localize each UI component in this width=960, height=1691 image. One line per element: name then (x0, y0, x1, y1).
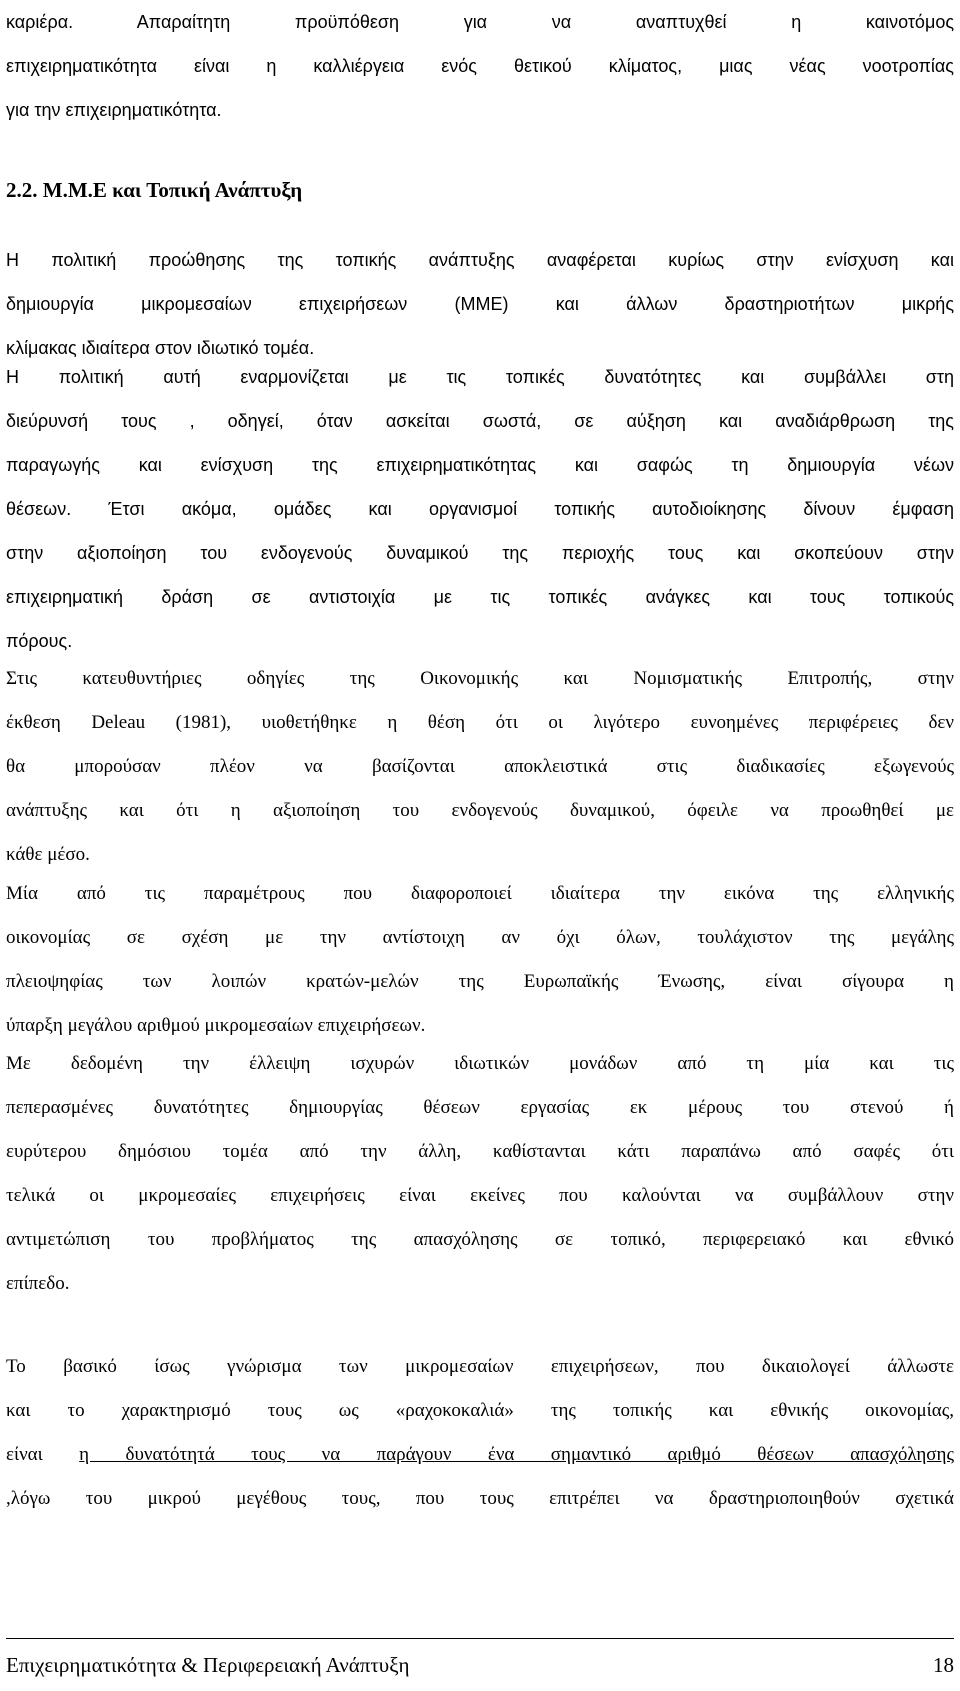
section-heading: 2.2. Μ.Μ.Ε και Τοπική Ανάπτυξη (6, 178, 303, 202)
text-line: καριέρα. Απαραίτητη προϋπόθεση για να αναπτυχθεί η καινοτόμος (6, 12, 954, 32)
text-line: και το χαρακτηρισμό τους ως «ραχοκοκαλιά» της τοπικής και εθνικής οικονομίας, (6, 1400, 954, 1421)
text-line: διεύρυνσή τους , οδηγεί, όταν ασκείται σωστά, σε αύξηση και αναδιάρθρωση της (6, 411, 954, 431)
text-line: Η πολιτική αυτή εναρμονίζεται με τις τοπικές δυνατότητες και συμβάλλει στη (6, 367, 954, 387)
paragraph-policy-effects (6, 355, 954, 663)
text-segment: είναι (6, 1444, 80, 1465)
footer-divider (6, 1638, 954, 1639)
text-line: παραγωγής και ενίσχυση της επιχειρηματικότητας και σαφώς τη δημιουργία νέων (6, 455, 954, 475)
paragraph-employment (6, 1042, 954, 1306)
text-line: Η πολιτική προώθησης της τοπικής ανάπτυξης αναφέρεται κυρίως στην ενίσχυση και (6, 250, 954, 270)
intro-paragraph (6, 0, 954, 132)
text-line: για την επιχειρηματικότητα. (6, 100, 222, 120)
text-line: πεπερασμένες δυνατότητες δημιουργίας θέσεων εργασίας εκ μέρους του στενού ή (6, 1097, 954, 1118)
text-line: θα μπορούσαν πλέον να βασίζονται αποκλειστικά στις διαδικασίες εξωγενούς (6, 756, 954, 777)
text-line: Με δεδομένη την έλλειψη ισχυρών ιδιωτικών μονάδων από τη μία και τις (6, 1053, 954, 1074)
text-line-with-emphasis (6, 1433, 954, 1477)
text-line: Μία από τις παραμέτρους που διαφοροποιεί ιδιαίτερα την εικόνα της ελληνικής (6, 883, 954, 904)
footer-title: Επιχειρηματικότητα & Περιφερειακή Ανάπτυξη (6, 1653, 410, 1677)
text-line: θέσεων. Έτσι ακόμα, ομάδες και οργανισμοί τοπικής αυτοδιοίκησης δίνουν έμφαση (6, 499, 954, 519)
paragraph-local-development-policy (6, 238, 954, 370)
text-line: δημιουργία μικρομεσαίων επιχειρήσεων (ΜΜΕ) και άλλων δραστηριοτήτων μικρής (6, 294, 954, 314)
text-line: στην αξιοποίηση του ενδογενούς δυναμικού της περιοχής τους και σκοπεύουν στην (6, 543, 954, 563)
text-line: πόρους. (6, 631, 73, 651)
text-line: πλειοψηφίας των λοιπών κρατών-μελών της Ευρωπαϊκής Ένωσης, είναι σίγουρα η (6, 971, 954, 992)
text-line: κλίμακας ιδιαίτερα στον ιδιωτικό τομέα. (6, 338, 315, 358)
underlined-emphasis: η δυνατότητά τους να παράγουν ένα σημαντικό αριθμό θέσεων απασχόλησης (79, 1444, 955, 1465)
text-line: επίπεδο. (6, 1273, 70, 1294)
text-line: Το βασικό ίσως γνώρισμα των μικρομεσαίων επιχειρήσεων, που δικαιολογεί άλλωστε (6, 1356, 954, 1377)
text-line: επιχειρηματική δράση σε αντιστοιχία με τις τοπικές ανάγκες και τους τοπικούς (6, 587, 954, 607)
text-line: έκθεση Deleau (1981), υιοθετήθηκε η θέση ότι οι λιγότερο ευνοημένες περιφέρειες δεν (6, 712, 954, 733)
text-line: ευρύτερου δημόσιου τομέα από την άλλη, καθίστανται κάτι παραπάνω από σαφές ότι (6, 1141, 954, 1162)
paragraph-deleau-report (6, 657, 954, 877)
text-line: ανάπτυξης και ότι η αξιοποίηση του ενδογενούς δυναμικού, όφειλε να προωθηθεί με (6, 800, 954, 821)
paragraph-backbone (6, 1345, 954, 1521)
text-line: Στις κατευθυντήριες οδηγίες της Οικονομικής και Νομισματικής Επιτροπής, στην (6, 668, 954, 689)
text-line: ύπαρξη μεγάλου αριθμού μικρομεσαίων επιχειρήσεων. (6, 1015, 426, 1036)
text-line: κάθε μέσο. (6, 844, 90, 865)
text-line: ,λόγω του μικρού μεγέθους τους, που τους επιτρέπει να δραστηριοποιηθούν σχετικά (6, 1488, 954, 1509)
text-line: αντιμετώπιση του προβλήματος της απασχόλησης σε τοπικό, περιφερειακό και εθνικό (6, 1229, 954, 1250)
text-line: οικονομίας σε σχέση με την αντίστοιχη αν όχι όλων, τουλάχιστον της μεγάλης (6, 927, 954, 948)
paragraph-greek-economy (6, 872, 954, 1048)
page-number: 18 (933, 1653, 954, 1677)
text-line: τελικά οι μκρομεσαίες επιχειρήσεις είναι εκείνες που καλούνται να συμβάλλουν στην (6, 1185, 954, 1206)
text-line: επιχειρηματικότητα είναι η καλλιέργεια ενός θετικού κλίματος, μιας νέας νοοτροπίας (6, 56, 954, 76)
